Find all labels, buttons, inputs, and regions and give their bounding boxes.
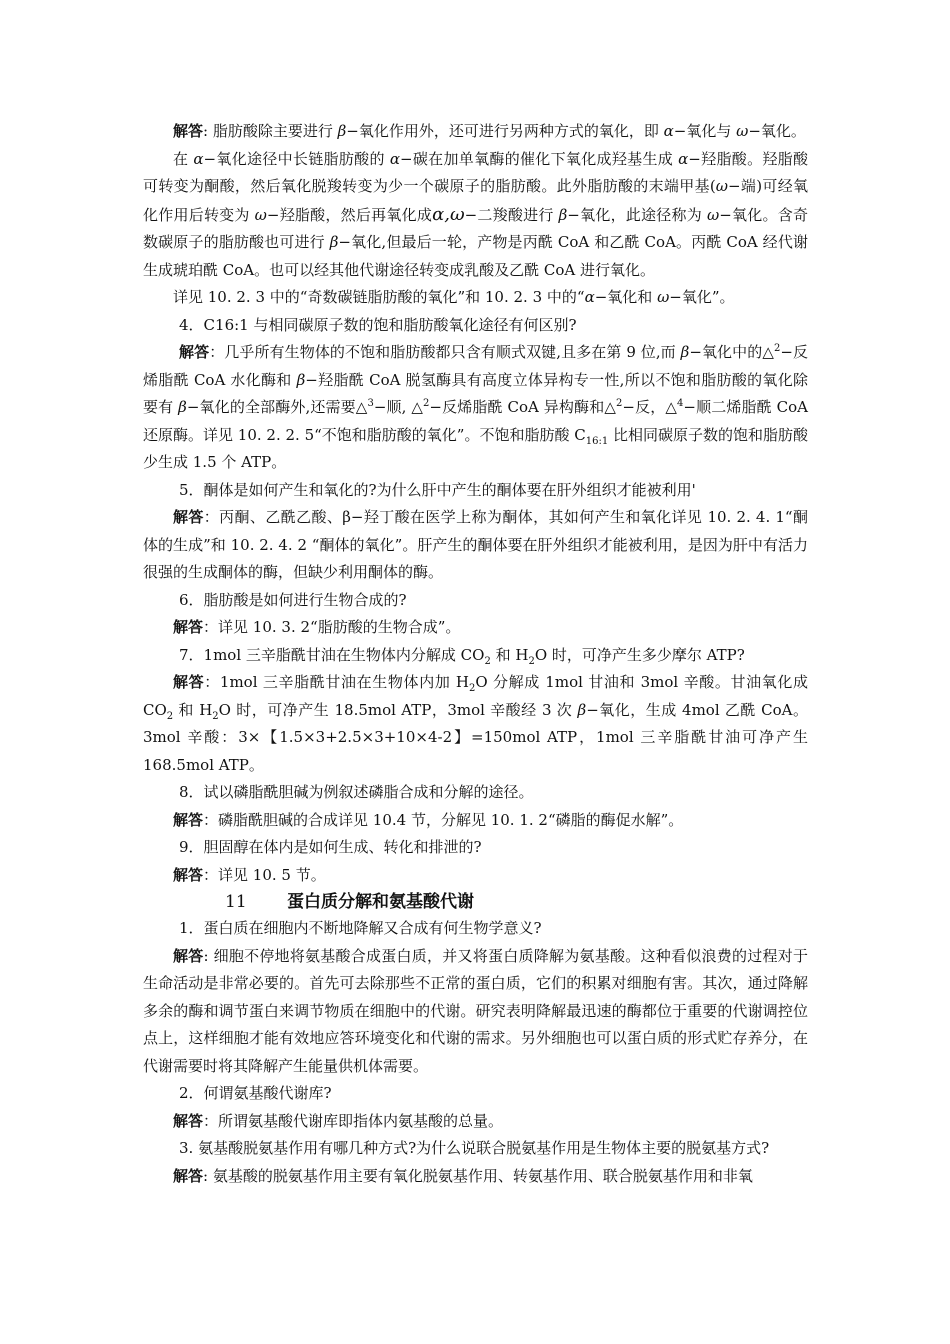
chapter-question-2: 2．何谓氨基酸代谢库?: [179, 1084, 332, 1102]
answer-9: 解答：详见 10. 5 节。: [173, 865, 326, 884]
question-7: 7．1mol 三辛脂酰甘油在生物体内分解成 $CO_2$ 和 $H_2O$ 时，可净产生多少摩尔 ATP?: [179, 645, 745, 667]
answer-4: 解答：几乎所有生物体的不饱和脂肪酸都只含有顺式双键,且多在第 9 位,而 β−氧化中的△$^2$−反烯脂酰 CoA 水化酶和 β−羟脂酰 CoA 脱氢酶具有高度立体异构专一性,所以不饱和脂肪酸的氧化除要有 β−氧化的全部酶外,还需要△$^3$−顺, △$^2$−反烯脂酰 CoA 异构酶和△$^2$−反，△$^4$−顺二烯脂酰 CoA 还原酶。详见 10. 2. 2. 5“不饱和脂肪酸的氧化”。不饱和脂肪酸 $C_{16:1}$ 比相同碳原子数的饱和脂肪酸少生成 1.5 个 ATP。: [143, 343, 809, 471]
chapter-heading: [143, 889, 808, 915]
chapter-answer-3: 解答: 氨基酸的脱氨基作用主要有氧化脱氨基作用、转氨基作用、联合脱氨基作用和非氧: [173, 1166, 753, 1185]
answer-6: 解答：详见 10. 3. 2“脂肪酸的生物合成”。: [173, 618, 461, 636]
chapter-answer-1: 解答: 细胞不停地将氨基酸合成蛋白质，并又将蛋白质降解为氨基酸。这种看似浪费的过程对于生命活动是非常必要的。首先可去除那些不正常的蛋白质，它们的积累对细胞有害。其次，通过降解多余的酶和调节蛋白来调节物质在细胞中的代谢。研究表明降解最迅速的酶都位于重要的代谢调控位点上，这样细胞才能有效地应答环境变化和代谢的需求。另外细胞也可以蛋白质的形式贮存养分，在代谢需要时将其降解产生能量供机体需要。: [143, 946, 808, 1075]
answer-7: 解答：1mol 三辛脂酰甘油在生物体内加 $H_2O$ 分解成 1mol 甘油和 3mol 辛酸。甘油氧化成 $CO_2$ 和 $H_2O$ 时，可净产生 18.5mol ATP，3mol 辛酸经 3 次 β−氧化，生成 4mol 乙酰 CoA。3mol 辛酸：3×【1.5×3+2.5×3+10×4-2】=150mol ATP，1mol 三辛脂酰甘油可净产生 168.5mol ATP。: [143, 673, 809, 774]
answer-alpha-omega-intro: 解答: 脂肪酸除主要进行 β−氧化作用外，还可进行另两种方式的氧化，即 α−氧化与 ω−氧化。: [173, 122, 806, 140]
question-4: 4．C16:1 与相同碳原子数的饱和脂肪酸氧化途径有何区别?: [179, 315, 577, 334]
chapter-number: 11: [225, 892, 247, 912]
chapter-title: 蛋白质分解和氨基酸代谢: [287, 892, 474, 912]
question-6: 6．脂肪酸是如何进行生物合成的?: [179, 590, 407, 609]
question-9: 9．胆固醇在体内是如何生成、转化和排泄的?: [179, 838, 482, 856]
answer-5: 解答：丙酮、乙酰乙酸、β−羟丁酸在医学上称为酮体，其如何产生和氧化详见 10. 2. 4. 1“酮体的生成”和 10. 2. 4. 2 “酮体的氧化”。肝产生的酮体要在肝外组织才能被利用，是因为肝中有活力很强的生成酮体的酶，但缺少利用酮体的酶。: [143, 508, 808, 581]
answer-label: 解答: [173, 122, 204, 140]
question-8: 8．试以磷脂酰胆碱为例叙述磷脂合成和分解的途径。: [179, 783, 534, 801]
paragraph-alpha-oxidation: 在 α−氧化途径中长链脂肪酸的 α−碳在加单氧酶的催化下氧化成羟基生成 α−羟脂酸。羟脂酸可转变为酮酸，然后氧化脱羧转变为少一个碳原子的脂肪酸。此外脂肪酸的末端甲基(ω−端)可经氧化作用后转变为 ω−羟脂酸，然后再氧化成α,ω−二羧酸进行 β−氧化，此途径称为 ω−氧化。含奇数碳原子的脂肪酸也可进行 β−氧化,但最后一轮，产物是丙酰 CoA 和乙酰 CoA。丙酰 CoA 经代谢生成琥珀酰 CoA。也可以经其他代谢途径转变成乳酸及乙酰 CoA 进行氧化。: [143, 149, 809, 279]
answer-8: 解答：磷脂酰胆碱的合成详见 10.4 节，分解见 10. 1. 2“磷脂的酶促水解”。: [173, 810, 684, 829]
chapter-answer-2: 解答：所谓氨基酸代谢库即指体内氨基酸的总量。: [173, 1111, 504, 1130]
chapter-question-3: 3. 氨基酸脱氨基作用有哪几种方式?为什么说联合脱氨基作用是生物体主要的脱氨基方式?: [179, 1139, 770, 1157]
page-content: [143, 118, 808, 1190]
paragraph-see-section: 详见 10. 2. 3 中的“奇数碳链脂肪酸的氧化”和 10. 2. 3 中的“α−氧化和 ω−氧化”。: [173, 288, 735, 306]
question-5: 5．酮体是如何产生和氧化的?为什么肝中产生的酮体要在肝外组织才能被利用': [179, 480, 696, 499]
chapter-question-1: 1．蛋白质在细胞内不断地降解又合成有何生物学意义?: [179, 919, 542, 937]
